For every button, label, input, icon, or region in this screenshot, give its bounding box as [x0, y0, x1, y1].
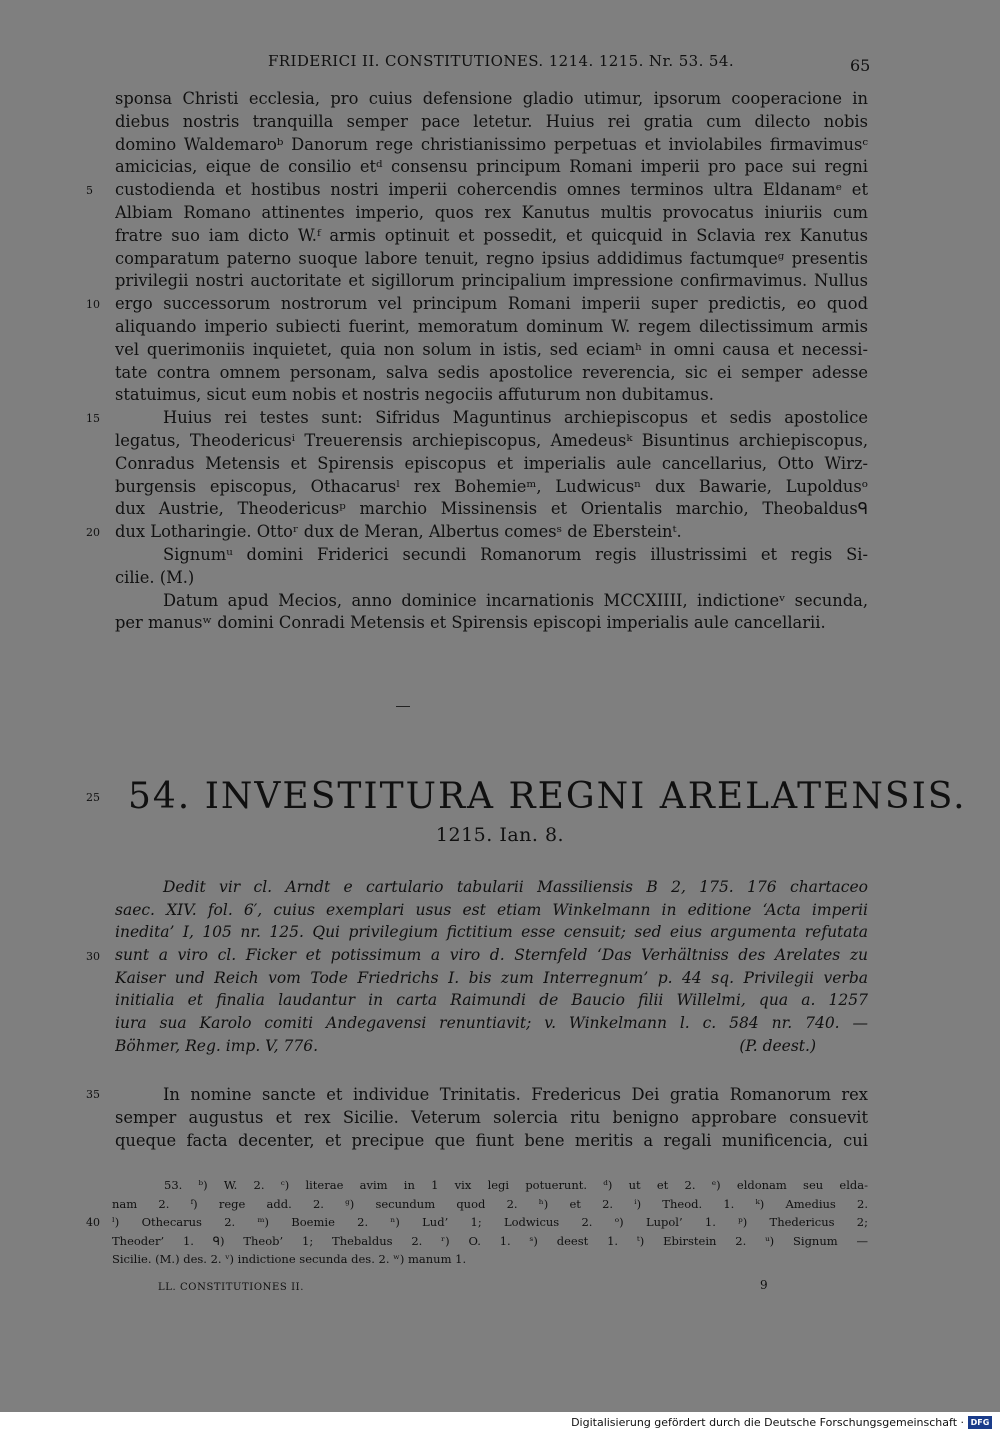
siglum: (P. deest.) — [739, 1036, 816, 1055]
charter-text — [115, 1084, 868, 1152]
section-divider — [396, 706, 410, 707]
document-title: 54. INVESTITURA REGNI ARELATENSIS. — [128, 776, 967, 817]
introduction-line: initialia et finalia laudantur in carta Raimundi de Baucio filii Willelmi, qua a. 1257 — [115, 991, 868, 1010]
text-line: fratre suo iam dicto W.ᶠ armis optinuit et possedit, et quicquid in Sclavia rex Kanutus — [115, 225, 868, 245]
text-line: statuimus, sicut eum nobis et nostris negociis affuturum non dubitamus. — [115, 385, 714, 405]
text-line: aliquando imperio subiecti fuerint, memoratum dominum W. regem dilectissimum armis — [115, 316, 868, 336]
text-line: semper augustus et rex Sicilie. Veterum solercia ritu benigno approbare consuevit — [115, 1107, 868, 1127]
text-line: legatus, Theodericusⁱ Treuerensis archiepiscopus, Amedeusᵏ Bisuntinus archiepiscopus, — [115, 430, 868, 450]
introduction-line: Böhmer, Reg. imp. V, 776. (P. deest.) — [115, 1035, 868, 1058]
introduction-line: sunt a viro cl. Ficker et potissimum a viro d. Sternfeld ‘Das Verhältniss des Arelates zu — [115, 946, 868, 965]
text-line: Huius rei testes sunt: Sifridus Maguntinus archiepiscopus et sedis apostolice — [163, 408, 868, 428]
document-date: 1215. Ian. 8. — [435, 824, 565, 846]
line-number: 10 — [86, 298, 100, 312]
note-line: Sicilie. (M.) des. 2. ᵛ) indictione secunda des. 2. ʷ) manum 1. — [112, 1252, 467, 1266]
text-line: Datum apud Mecios, anno dominice incarnationis MCCXIIII, indictioneᵛ secunda, — [163, 590, 868, 610]
text-line: vel querimoniis inquietet, quia non solum in istis, sed eciamʰ in omni causa et necessi- — [115, 339, 868, 359]
text-line: Signumᵘ domini Friderici secundi Romanorum regis illustrissimi et regis Si- — [163, 544, 868, 564]
text-line: amicicias, eique de consilio etᵈ consensu principum Romani imperii pro pace sui regni — [115, 157, 868, 177]
signature-line: LL. CONSTITUTIONES II. — [158, 1282, 304, 1293]
critical-apparatus — [112, 1176, 868, 1269]
text-line: comparatum paterno suoque labore tenuit, regno ipsius addidimus factumqueᵍ presentis — [115, 248, 868, 268]
note-line: ˡ) Othecarus 2. ᵐ) Boemie 2. ⁿ) Lud’ 1; Lodwicus 2. ᵒ) Lupol’ 1. ᵖ) Thedericus 2; — [112, 1215, 868, 1229]
text-line: tate contra omnem personam, salva sedis apostolice reverencia, sic ei semper adesse — [115, 362, 868, 382]
text-line: privilegii nostri auctoritate et sigillorum principalium impressione confirmavimus. Nullus — [115, 271, 868, 291]
line-number: 30 — [86, 950, 100, 963]
text-line: per manusʷ domini Conradi Metensis et Spirensis episcopi imperialis aule cancellarii. — [115, 613, 826, 633]
introduction-line: inedita’ I, 105 nr. 125. Qui privilegium fictitium esse censuit; sed eius argumenta refutata — [115, 923, 868, 942]
introduction-line: Kaiser und Reich vom Tode Friedrichs I. bis zum Interregnum’ p. 44 sq. Privilegii verba — [115, 968, 868, 987]
text-line: dux Austrie, Theodericusᵖ marchio Missinensis et Orientalis marchio, Theobaldusᑫ — [115, 499, 868, 519]
note-line: 53. ᵇ) W. 2. ᶜ) literae avim in 1 vix legi potuerunt. ᵈ) ut et 2. ᵉ) eldonam seu elda- — [164, 1178, 868, 1192]
text-line: cilie. (M.) — [115, 567, 195, 587]
line-number: 40 — [86, 1216, 100, 1229]
introduction-line: saec. XIV. fol. 6′, cuius exemplari usus est etiam Winkelmann in editione ‘Acta imperii — [115, 900, 868, 919]
signum-number: 9 — [760, 1278, 768, 1292]
line-number: 35 — [86, 1088, 100, 1101]
line-number: 5 — [86, 184, 93, 198]
line-number: 20 — [86, 526, 100, 540]
dfg-logo: DFG — [968, 1416, 992, 1429]
introduction-line: Dedit vir cl. Arndt e cartulario tabularii Massiliensis B 2, 175. 176 chartaceo — [163, 878, 868, 896]
text-line: domino Waldemaroᵇ Danorum rege christianissimo perpetuas et inviolabiles firmavimusᶜ — [115, 134, 868, 154]
text-line: burgensis episcopus, Othacarusˡ rex Bohemieᵐ, Ludwicusⁿ dux Bawarie, Lupoldusᵒ — [115, 476, 868, 496]
text-line: In nomine sancte et individue Trinitatis. Fredericus Dei gratia Romanorum rex — [163, 1085, 868, 1104]
footer-bar — [0, 1412, 1000, 1434]
text-line: sponsa Christi ecclesia, pro cuius defensione gladio utimur, ipsorum cooperacione in — [115, 89, 868, 108]
line-number: 25 — [86, 791, 100, 804]
introduction-line: iura sua Karolo comiti Andegavensi renuntiavit; v. Winkelmann l. c. 584 nr. 740. — — [115, 1014, 868, 1033]
footer-text: Digitalisierung gefördert durch die Deutsche Forschungsgemeinschaft · — [571, 1416, 964, 1429]
text-line: custodienda et hostibus nostri imperii cohercendis omnes terminos ultra Eldanamᵉ et — [115, 180, 868, 200]
running-head — [0, 52, 1000, 76]
page-number: 65 — [850, 56, 871, 75]
continued-charter-text — [115, 88, 868, 635]
running-head-title: FRIDERICI II. CONSTITUTIONES. 1214. 1215. Nr. 53. 54. — [268, 52, 734, 70]
text-line: diebus nostris tranquilla semper pace letetur. Huius rei gratia cum dilecto nobis — [115, 111, 868, 131]
text-line: Conradus Metensis et Spirensis episcopus et imperialis aule cancellarius, Otto Wirz- — [115, 453, 868, 473]
text-line: Albiam Romano attinentes imperio, quos rex Kanutus multis provocatus iniuriis cum — [115, 202, 868, 222]
text-line: ergo successorum nostrorum vel principum Romani imperii super predictis, eo quod — [115, 294, 868, 314]
editorial-introduction — [115, 876, 868, 1058]
note-line: nam 2. ᶠ) rege add. 2. ᵍ) secundum quod 2. ʰ) et 2. ⁱ) Theod. 1. ᵏ) Amedius 2. — [112, 1196, 868, 1211]
text-line: queque facta decenter, et precipue que fiunt bene meritis a regali munificencia, cui — [115, 1130, 868, 1150]
text-line: dux Lotharingie. Ottoʳ dux de Meran, Albertus comesˢ de Ebersteinᵗ. — [115, 522, 682, 542]
line-number: 15 — [86, 412, 100, 426]
note-line: Theoder’ 1. ᑫ) Theob’ 1; Thebaldus 2. ʳ) O. 1. ˢ) deest 1. ᵗ) Ebirstein 2. ᵘ) Signum — — [112, 1233, 868, 1248]
